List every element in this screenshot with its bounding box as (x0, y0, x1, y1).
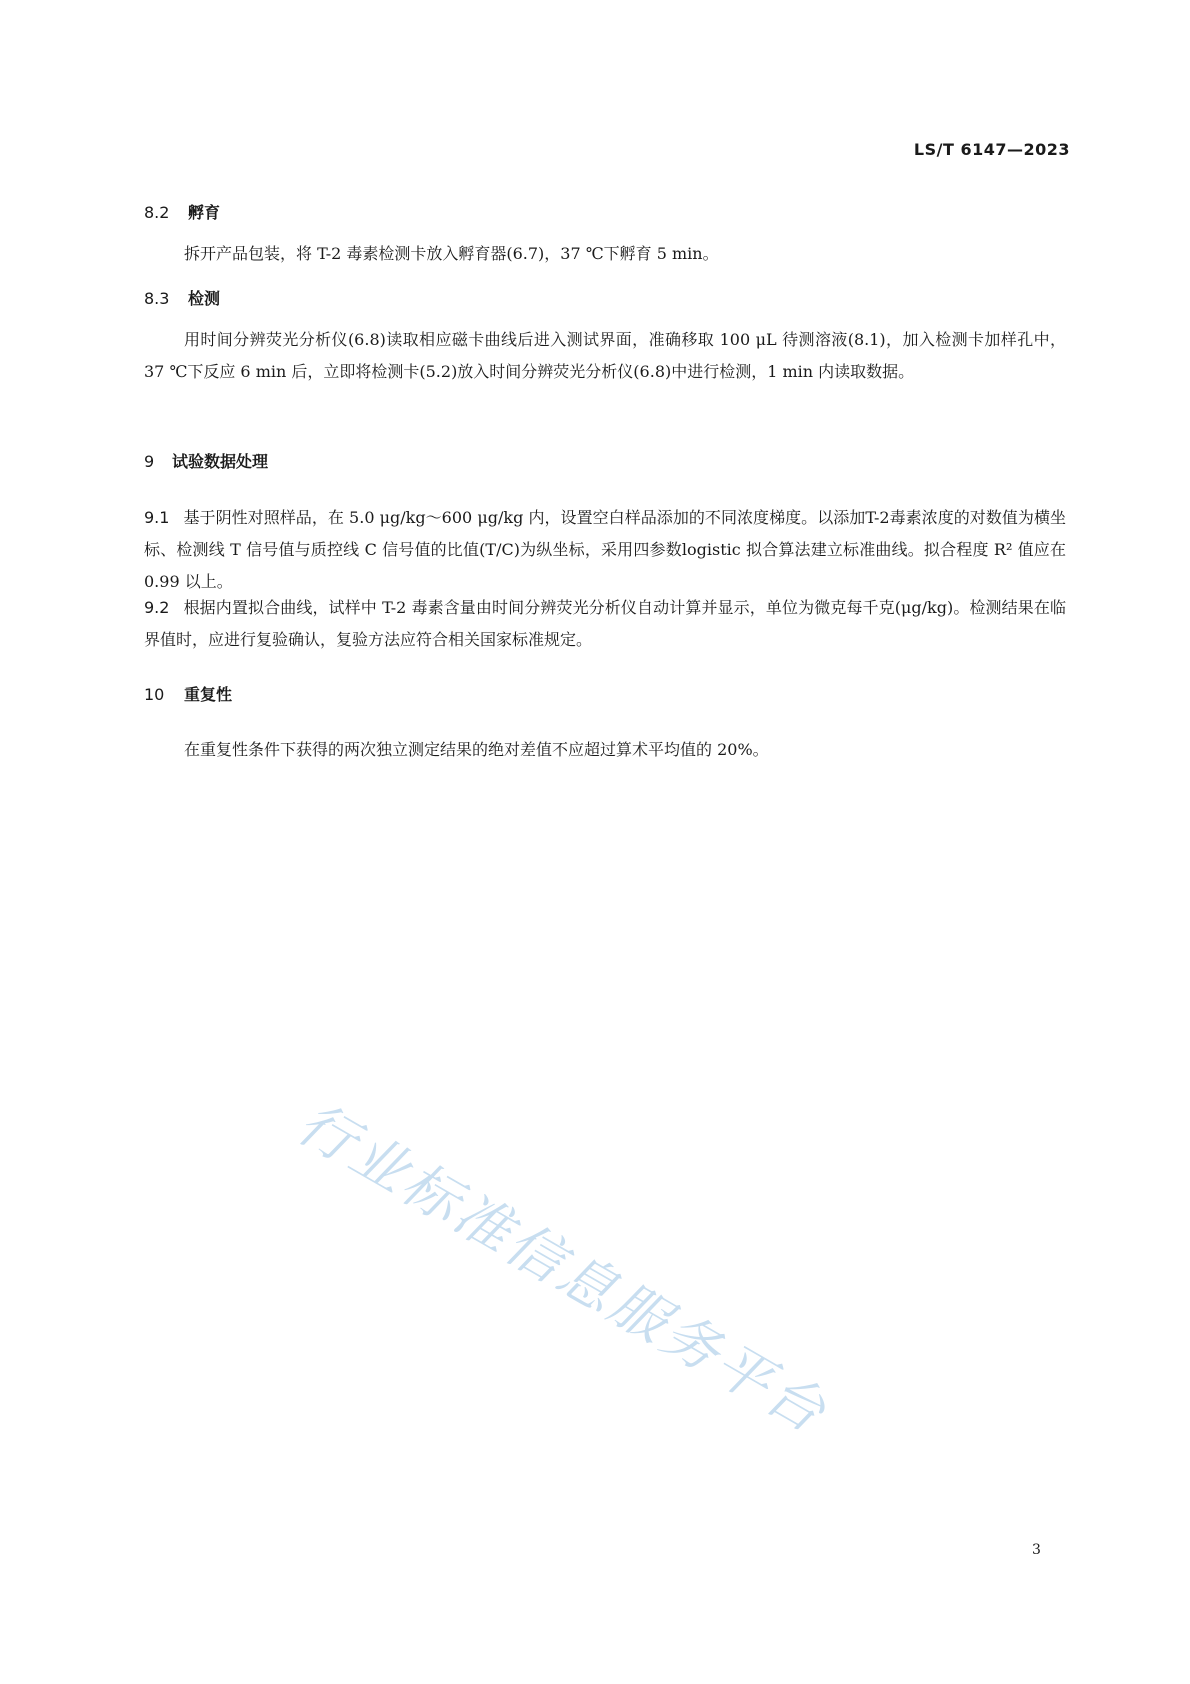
section-heading-8-2 (144, 200, 220, 223)
clause-text: 基于阴性对照样品，在 5.0 μg/kg～600 μg/kg 内，设置空白样品添加的不同浓度梯度。以添加T-2毒素浓度的对数值为横坐标、检测线 T 信号值与质控线 C 信号值的比值(T/C)为纵坐标，采用四参数logistic 拟合算法建立标准曲线。拟合程度 R² 值应在 0.99 以上。 (144, 508, 1066, 591)
clause-text: 根据内置拟合曲线，试样中 T-2 毒素含量由时间分辨荧光分析仪自动计算并显示，单位为微克每千克(μg/kg)。检测结果在临界值时，应进行复验确认，复验方法应符合相关国家标准规定。 (144, 598, 1066, 649)
watermark: 行业标准信息服务平台 (286, 1090, 839, 1448)
section-number: 9 (144, 452, 155, 471)
clause-number: 9.2 (144, 598, 170, 617)
section-heading-9 (144, 449, 268, 472)
document-code: LS/T 6147—2023 (913, 140, 1070, 159)
page-number: 3 (1032, 1542, 1041, 1558)
paragraph-detection: 用时间分辨荧光分析仪(6.8)读取相应磁卡曲线后进入测试界面，准确移取 100 μL 待测溶液(8.1)，加入检测卡加样孔中，37 ℃下反应 6 min 后，立即将检测卡(5.2)放入时间分辨荧光分析仪(6.8)中进行检测，1 min 内读取数据。 (144, 330, 1066, 381)
clause-number: 9.1 (144, 508, 170, 527)
section-number: 10 (144, 685, 165, 704)
section-title: 试验数据处理 (172, 452, 269, 471)
section-heading-8-3 (144, 286, 220, 309)
section-heading-10 (144, 682, 232, 705)
clause-9-2 (144, 592, 1066, 656)
clause-9-1 (144, 502, 1066, 598)
section-title: 孵育 (188, 203, 221, 222)
section-title: 检测 (188, 289, 221, 308)
section-number: 8.3 (144, 289, 170, 308)
paragraph-incubation: 拆开产品包装，将 T-2 毒素检测卡放入孵育器(6.7)，37 ℃下孵育 5 min。 (184, 244, 719, 263)
section-number: 8.2 (144, 203, 170, 222)
paragraph-repeatability: 在重复性条件下获得的两次独立测定结果的绝对差值不应超过算术平均值的 20%。 (184, 740, 769, 759)
section-title: 重复性 (184, 685, 233, 704)
